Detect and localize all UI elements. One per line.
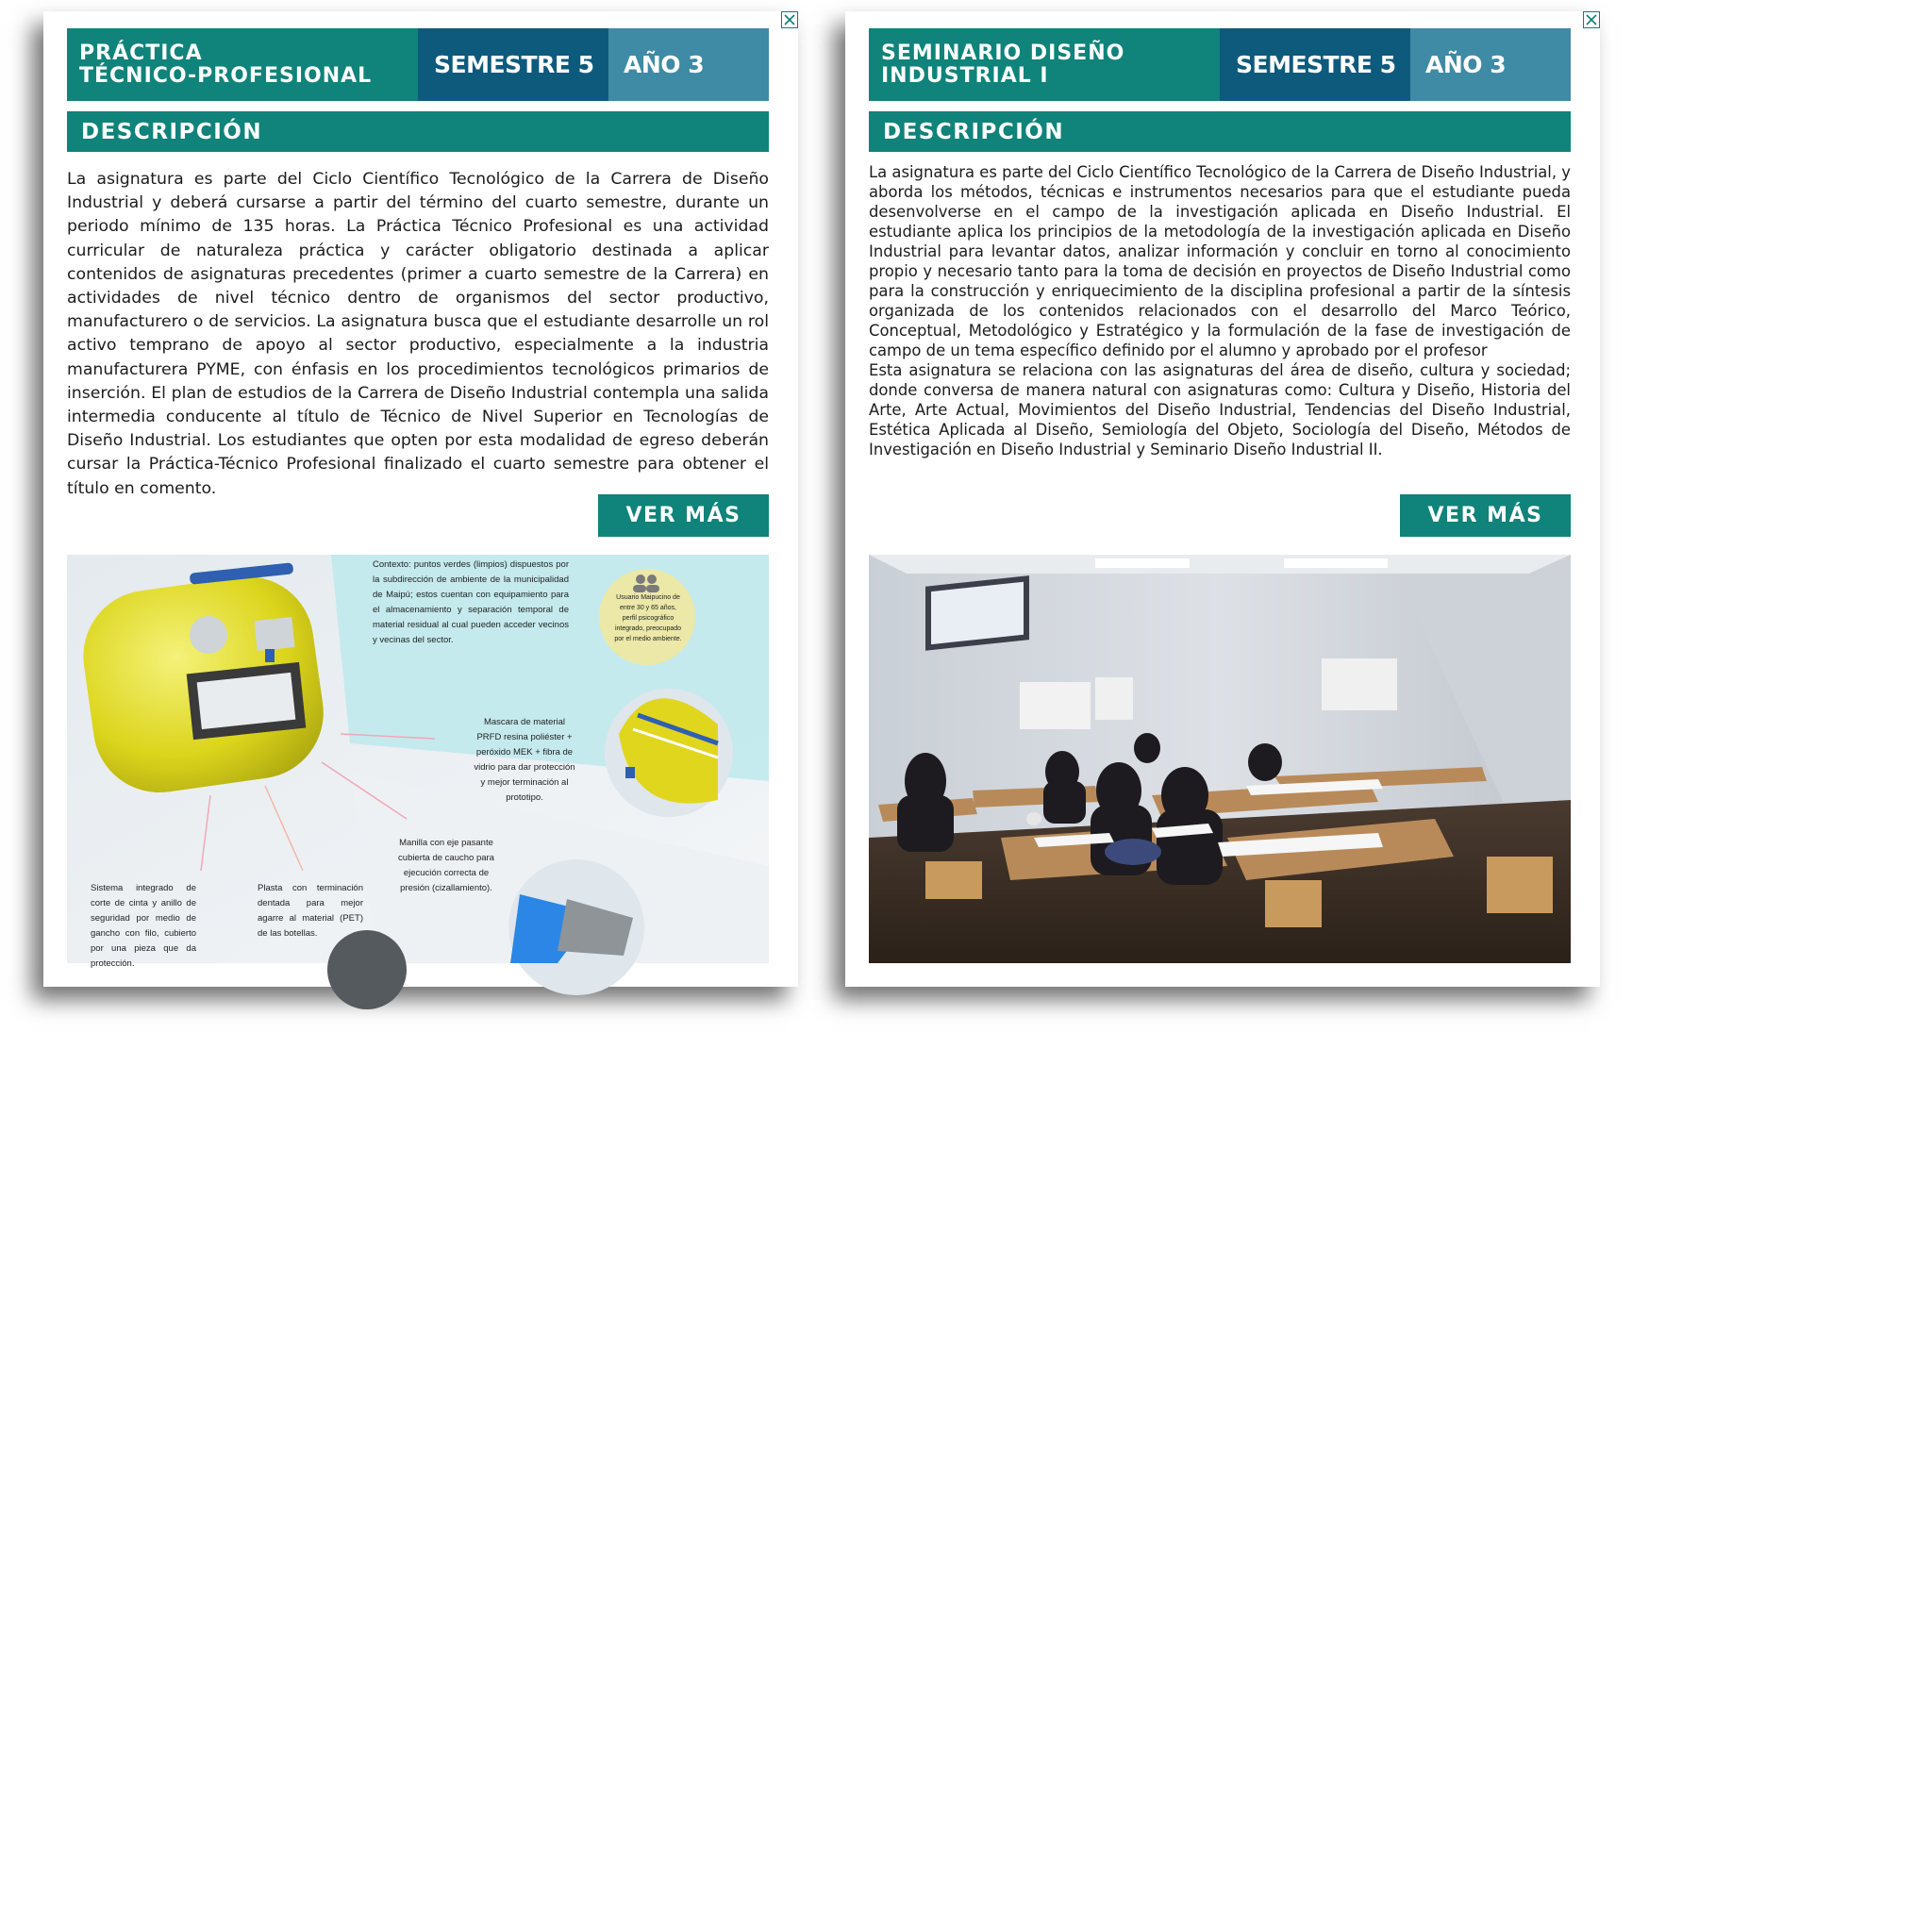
caption-plate: Plasta con terminación dentada para mejor agarre al material (PET) de las botellas. xyxy=(258,883,363,939)
description-paragraph-1: La asignatura es parte del Ciclo Científico Tecnológico de la Carrera de Diseño Industrial, y aborda los métodos, técnicas e instrumentos necesarios para que el estudiante pueda desenvolverse en el campo de la investigación aplicada en Diseño Industrial. El estudiante aplica los principios de la metodología de la investigación aplicada en Diseño Industrial para levantar datos, analizar información y concluir en torno al conocimiento propio y necesario tanto para la toma de decisión en proyectos de Diseño Industrial como para la construcción y enriquecimiento de la disciplina profesional a partir de la síntesis organizada de los contenidos relacionados con el desarrollo del Marco Teórico, Conceptual, Metodológico y Estratégico y la formulación de la fase de investigación de campo de un tema específico definido por el alumno y aprobado por el profesor xyxy=(869,163,1571,359)
classroom-photo-illustration xyxy=(869,555,1571,963)
description-heading: DESCRIPCIÓN xyxy=(869,111,1571,152)
description-paragraph-2: Esta asignatura se relaciona con las asignaturas del área de diseño, cultura y sociedad; donde conversa de manera natural con asignaturas como: Cultura y Diseño, Historia del Arte, Arte Actual, Movimientos del Diseño Industrial, Tendencias del Diseño Industrial, Estética Aplicada al Diseño, Semiología del Objeto, Sociología del Diseño, Métodos de Investigación en Diseño Industrial y Seminario Diseño Industrial II. xyxy=(869,361,1571,458)
course-title-line-1: SEMINARIO DISEÑO xyxy=(881,41,1125,65)
classroom-photo xyxy=(869,555,1571,963)
close-icon xyxy=(1584,12,1599,27)
caption-context: Contexto: puntos verdes (limpios) dispuestos por la subdirección de ambiente de la municipalidad de Maipú; estos cuentan con equipamiento para el almacenamiento y separación temporal de material residual al cual pueden acceder vecinos y vecinas del sector. xyxy=(373,559,569,645)
caption-handle: Manilla con eje pasante cubierta de caucho para ejecución correcta de presión (cizallamiento). xyxy=(398,838,494,893)
ver-mas-button[interactable]: VER MÁS xyxy=(598,494,769,537)
caption-mask: Mascara de material PRFD resina poliéster + peróxido MEK + fibra de vidrio para dar protección y mejor terminación al prototipo. xyxy=(474,717,575,803)
close-button[interactable] xyxy=(781,11,798,28)
close-icon xyxy=(782,12,797,27)
ver-mas-button[interactable]: VER MÁS xyxy=(1400,494,1571,537)
course-title-line-2: TÉCNICO-PROFESIONAL xyxy=(79,63,373,88)
description-text xyxy=(869,162,1571,459)
course-card-seminario xyxy=(845,11,1600,987)
description-heading: DESCRIPCIÓN xyxy=(67,111,769,152)
course-header xyxy=(67,28,769,101)
year-badge: AÑO 3 xyxy=(608,28,769,101)
caption-user: Usuario Maipucino de entre 30 y 65 años, perfil psicográfico integrado, preocupado por el medio ambiente. xyxy=(614,594,682,642)
caption-system: Sistema integrado de corte de cinta y anillo de seguridad por medio de gancho con filo, cubierto por una pieza que da protección. xyxy=(91,883,196,969)
semester-badge: SEMESTRE 5 xyxy=(418,28,608,101)
course-card-practica xyxy=(43,11,798,987)
course-title-line-2: INDUSTRIAL I xyxy=(881,63,1049,88)
project-poster-image xyxy=(67,555,769,969)
close-button[interactable] xyxy=(1583,11,1600,28)
course-title-line-1: PRÁCTICA xyxy=(79,41,203,65)
course-title xyxy=(67,28,418,101)
year-badge: AÑO 3 xyxy=(1410,28,1571,101)
semester-badge: SEMESTRE 5 xyxy=(1220,28,1410,101)
course-title xyxy=(869,28,1220,101)
description-text: La asignatura es parte del Ciclo Científico Tecnológico de la Carrera de Diseño Industrial y deberá cursarse a partir del término del cuarto semestre, durante un periodo mínimo de 135 horas. La Práctica Técnico Profesional es una actividad curricular de naturaleza práctica y carácter obligatorio destinada a aplicar contenidos de asignaturas precedentes (primer a cuarto semestre de la Carrera) en actividades de nivel técnico dentro de organismos del sector productivo, manufacturero o de servicios. La asignatura busca que el estudiante desarrolle un rol activo temprano de apoyo al sector productivo, especialmente a la industria manufacturera PYME, con énfasis en los procedimientos tecnológicos primarios de inserción. El plan de estudios de la Carrera de Diseño Industrial contempla una salida intermedia conducente al título de Técnico de Nivel Superior en Tecnologías de Diseño Industrial. Los estudiantes que opten por esta modalidad de egreso deberán cursar la Práctica-Técnico Profesional finalizado el cuarto semestre para obtener el título en comento. xyxy=(67,170,769,498)
course-header xyxy=(869,28,1571,101)
